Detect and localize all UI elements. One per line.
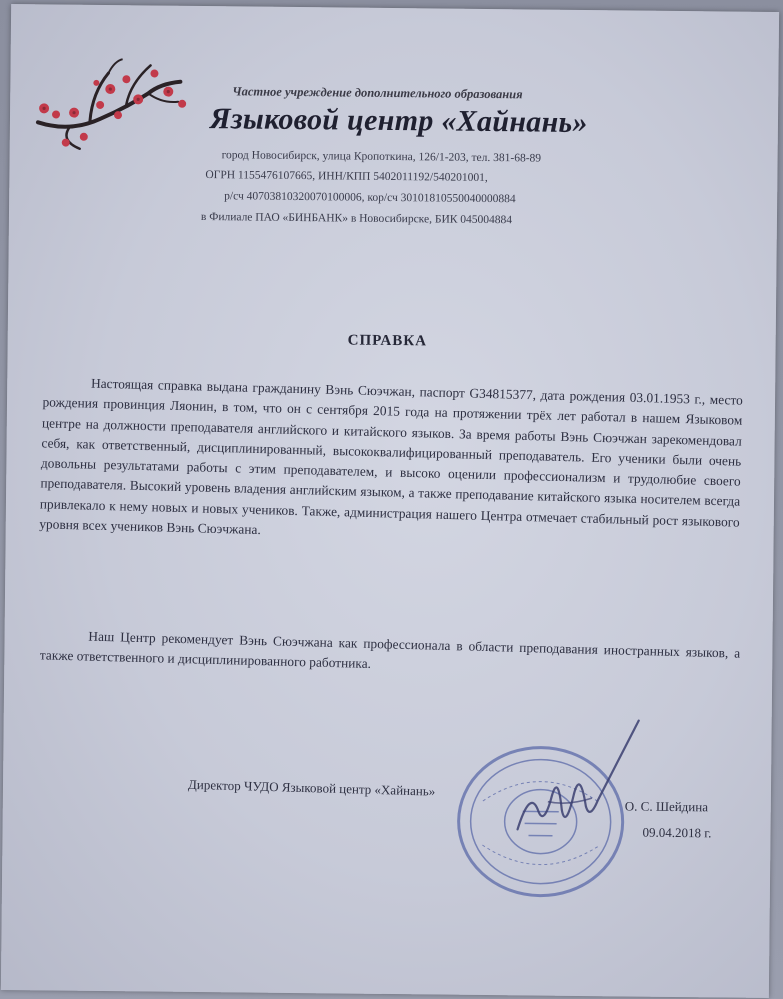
signatory-position: Директор ЧУДО Языковой центр «Хайнань» [187,776,436,799]
org-registration: ОГРН 1155476107665, ИНН/КПП 5402011192/540201001, [205,169,488,185]
document-date: 09.04.2018 г. [642,824,712,841]
document-paragraph-1: Настоящая справка выдана гражданину Вэнь Сюэчжан, паспорт G34815377, дата рождения 03.01.1953 г., место рождения провинция Ляонин, в том, что он с сентября 2015 года на протяжении трёх лет работал в нашем Языковом центре на должности преподавателя английского и китайского языков. За время работы Вэнь Сюэчжан зарекомендовал себя, как ответственный, дисциплинированный, высококвалифицированный преподаватель. Его ученики были очень довольны результатами работы с этим преподавателем, и высоко оценили профессионализм и трудолюбие своего преподавателя. Высокий уровень владения английским языком, а также преподавание китайского языка носителем всегда привлекало к нему новых и новых учеников. Также, администрация нашего Центра отмечает стабильный рост языкового уровня всех учеников Вэнь Сюэчжана. [39,375,744,538]
org-bank: в Филиале ПАО «БИНБАНК» в Новосибирске, БИК 045004884 [200,211,513,227]
handwritten-signature-icon [507,709,648,850]
cherry-blossom-logo-icon [30,52,191,154]
paper-sheet [1,4,779,998]
org-address: город Новосибирск, улица Кропоткина, 126/1-203, тел. 381-68-89 [221,149,542,165]
org-accounts: р/сч 40703810320070100006, кор/сч 30101810550040000884 [224,190,516,206]
document-paragraph-2: Наш Центр рекомендует Вэнь Сюэчжана как профессионала в области преподавания иностранных языков, а также ответственного и дисциплинированного работника. [39,628,741,672]
org-name: Языковой центр «Хайнань» [209,102,589,140]
document-title: СПРАВКА [347,332,428,350]
org-type: Частное учреждение дополнительного образования [232,84,523,102]
signatory-name: О. С. Шейдина [624,798,709,815]
